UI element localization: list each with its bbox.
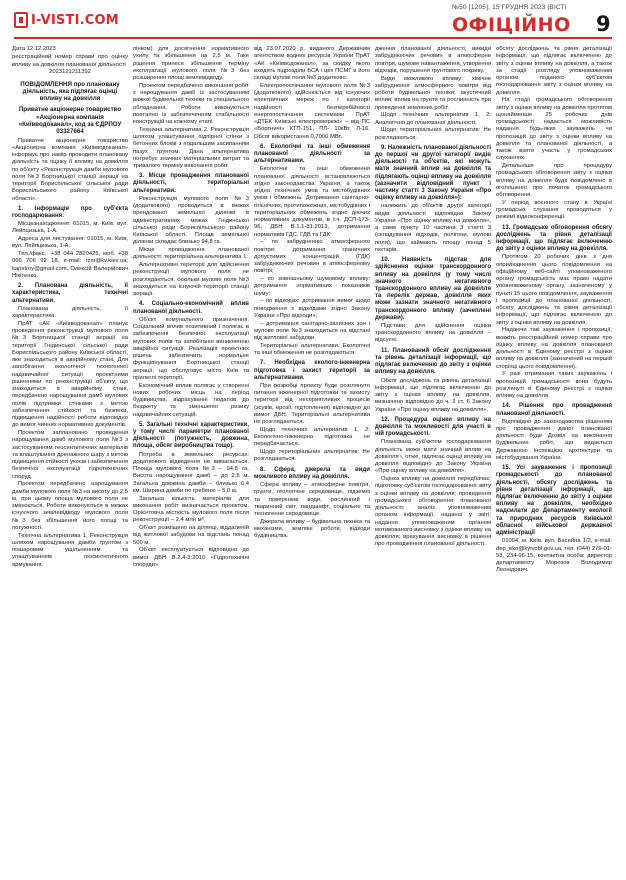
- section-heading-5: 5. Загальні технічні характеристики, у тому числі параметри планованої діяльності (потужність, довжина, площа, обсяг виробництва тощо).: [133, 421, 249, 450]
- paragraph: На стадії громадського обговорення звіту з оцінки впливу на довкілля протягом щонайменше 25 робочих днів громадськості надається можливість надання будь-яких зауважень чи пропозицій до звіту з оцінки впливу на довкілля та планованої діяльності, а також взяти участь у громадських слуханнях.: [496, 97, 612, 162]
- paragraph: дження планованої діяльності, викиди забруднюючих речовин в атмосферне повітря, шумове навантаження, утворення відходів, порушення грунтового покриву.: [375, 46, 491, 74]
- column-4: [375, 46, 491, 874]
- section-heading-10: 10. Наявність підстав для здійснення оцінки транскордонного впливу на довкілля (у тому числі значного негативного транскордонного впливу на довкілля та перелік держав, довкілля яких може зазнати значного негативного транскордонного впливу (зачеплені держави).: [375, 257, 491, 321]
- logo-text: I-VISTI.COM: [31, 12, 119, 28]
- paragraph: Відповідно до законодавства рішенням про провадження даної планованої діяльності буде Дозвіл на виконання будівельних робіт, що видається Державною інспекцією архітектури та містобудування України.: [496, 418, 612, 461]
- paragraph: Об'єкт розміщено на ділянці, віддаленій від житлової забудови на відстань понад 500 м.: [133, 525, 249, 546]
- paragraph: Планована діяльність, її характеристика.: [12, 305, 128, 320]
- paragraph: Проектом заплановано проведення нарощування дамб мулового поля №3 з застосуванням геосинтетичних матеріалів та влаштування дренажного шару з метою підвищення стійкості укосів і забезпечення безпечної експлуатації гідротехнічних споруд.: [12, 430, 128, 480]
- paragraph: Проектом передбачено нарощування дамби мулового поля №3 на висоту до 2,5 м, при цьому площа мулового поля не змінюється. Роботи виконуються в межах існуючого землевідводу мулового поля №3 без збільшення його площі та потужності.: [12, 481, 128, 531]
- paragraph: Загальна кількість матеріалів для виконання робіт визначається проектом. Орієнтовна місткість мулового поля після реконструкції – 2,4 млн м³.: [133, 495, 249, 524]
- section-heading-12: 12. Процедура оцінки впливу на довкілля та можливості для участі в ній громадськості.: [375, 416, 491, 438]
- paragraph: При розробці проекту буде розглянуто питання інженерної підготовки та захисту території від несприятливих процесів (зсувів, ерозії, підтоплення) відповідно до вимог ДБН. Територіальні альтернативи не розглядаються.: [254, 382, 370, 426]
- paragraph: Потреба в земельних ресурсах: додаткового відведення не вимагається. Площа мулового поля №3 – 94,8 га. Висота нарощування дамб – до 2,5 м. Загальна довжина дамби – близько 6,4 км. Ширина дамби по гребеню – 5,0 м.: [133, 451, 249, 494]
- notice-subtitle: Приватне акціонерне товариство «Акціонерна компанія «Київводоканал», код за ЄДРПОУ 03327664: [18, 106, 122, 136]
- section-heading-2: 2. Планована діяльність, її характеристика, технічні альтернативи.: [12, 283, 128, 304]
- paragraph: Місце провадження планованої діяльності: територіальна альтернатива 1.: [133, 247, 249, 261]
- notice-title: ПОВІДОМЛЕННЯ про плановану діяльність, яка підлягає оцінці впливу на довкілля: [20, 80, 120, 103]
- section-heading-1: 1. Інформація про суб'єкта господарювання:: [12, 205, 128, 220]
- section-heading-8: 8. Сфера, джерела та види можливого впливу на довкілля.: [254, 466, 370, 480]
- column-5: [496, 46, 612, 874]
- paragraph: Протягом 20 робочих днів з дня оприлюднення цього повідомлення на офіційному веб-сайті уповноваженого органу громадськість має право надати уповноваженому органу, зазначеному у пункті 15 цього повідомлення, зауваження і пропозиції до планованої діяльності, обсягу досліджень та рівня деталізації інформації, що підлягає включенню до звіту з оцінки впливу на довкілля.: [496, 254, 612, 326]
- notice-intro: реєстраційний номер справи про оцінку впливу на довкілля планованої діяльності: [12, 54, 128, 68]
- paragraph: Економічний вплив полягає у створенні нових робочих місць на період будівництва, відрахуванні податків до бюджету та зменшенні ризику надзвичайних ситуацій.: [133, 382, 249, 418]
- paragraph: Надаючи такі зауваження і пропозиції, вкажіть реєстраційний номер справи про оцінку впливу на довкілля планованої діяльності в Єдиному реєстрі з оцінки впливу на довкілля (зазначений на першій сторінці цього повідомлення).: [496, 327, 612, 370]
- paragraph: Електропостачання мулового поля №3 (додаткового) здійснюється від існуючих електричних мереж по і категорії надійності безперебійності енергопостачання системами ПрАТ «ДТЕК Київські електромережі» – від ПС «Бортничі» КТП-151, ПЛ- 10кВт, Л-16. Обсяг використання 0,7000 МВт.: [254, 82, 370, 140]
- article-columns: [12, 46, 614, 874]
- paragraph: Приватне акціонерне товариство «Акціонерна компанія «Київводоканал» інформує про намір проводити плановану діяльність та оцінку її впливу на довкілля по об'єкту «Реконструкція дамби мулового поля №3 Бортницької станції аерації на території Бориспільської сільської ради Бориспільського району Київської області».: [12, 137, 128, 202]
- section-heading-11: 11. Планований обсяг дослідження та рівень деталізації інформації, що підлягає включенню до звіту з оцінки впливу на довкілля.: [375, 347, 491, 376]
- paragraph: Щодо територіальних альтернатив: Не розглядаються.: [375, 127, 491, 141]
- paragraph: Джерела впливу – будівельна техніка та механізми, земляні роботи, відходи будівництва.: [254, 518, 370, 540]
- paragraph: Оцінка впливу на довкілля передбачає: підготовку суб'єктом господарювання звіту з оцінки впливу на довкілля; проведення громадського обговорення планованої діяльності; аналіз уповноваженим органом інформації, наданої у звіті; надання уповноваженим органом мотивованого висновку з оцінки впливу на довкілля; врахування висновку в рішенні про провадження планованої діяльності.: [375, 476, 491, 548]
- column-3: [254, 46, 370, 874]
- paragraph: Види можливого впливу: хімічне забруднення атмосферного повітря від роботи будівельної техніки; акустичний вплив; вплив на грунти та рослинність при проведенні земляних робіт.: [375, 75, 491, 111]
- paragraph: Територіальні альтернативи. Екологічні та інші обмеження не розглядаються.: [254, 342, 370, 357]
- paragraph: Технічна альтернатива 2. Реконструкція шляхом улаштування підпірної стінки з бетонних блоків з подальшим засипанням пазух грунтом. Дана альтернатива потребує значних матеріальних витрат та тривалого терміну виконання робіт.: [133, 126, 249, 169]
- section-heading-7: 7. Необхідна еколого-інженерна підготовка і захист території за альтернативами.: [254, 360, 370, 381]
- paragraph: Щодо територіальних альтернатив: Не розглядаються.: [254, 449, 370, 463]
- paragraph: Екологічні та інші обмеження планованої діяльності встановлюються згідно законодавства України, а також згідно технічних умов та містобудівних умов і обмежень. Дотримання санітарно-гігієнічних, протипожежних, містобудівних і територіальних обмежень згідно діючих нормативних документів, в т.ч. ДСП-173-96, ДБН В.1.1-31:2013, дотримання нормативів ГДС, ГДВ та ГДК:: [254, 166, 370, 238]
- section-heading-3: 3. Місце провадження планованої діяльності, територіальні альтернативи.: [133, 173, 249, 194]
- paragraph: Альтернативні території для здійснення реконструкції мулового поля не розглядаються, оскільки мулове поле №3 знаходиться на існуючій території станції аерації.: [133, 262, 249, 298]
- paragraph: Проектом передбачено виконання робіт з нарощування дамб із застосуванням важкої будівельної техніки та спеціального обладнання. Роботи виконуються поетапно із забезпеченням стабільності конструкцій на кожному етапі.: [133, 82, 249, 125]
- paragraph: ПрАТ «АК «Київводоканал» планує проведення реконструкції мулового поля №3 Бортницької станції аерації на території Гнідинської сільської ради Бориспільського району Київської області, яке знаходиться в аварійному стані. Для запобігання екологічної техногенної надзвичайної ситуації проектними рішеннями по реконструкції об'єкту, що знаходиться в аварійному стані, передбачено нарощування дамб мулових полів підтримки стінками з метою забезпечення стійкості та безпеки, підвищення надійності роботи відповідно до вимог чинних нормативних документів.: [12, 320, 128, 429]
- paragraph: належить до об'єктів другої категорії видів діяльності відповідно Закону України «Про оцінку впливу на довкілля», а саме пункту 10 частини 3 статті 3 (складування відходів, полігони, мулові поля), що займають площу понад 5 гектарів.: [375, 203, 491, 253]
- page-header: [0, 0, 626, 38]
- page-number: 9: [596, 12, 611, 36]
- paragraph: У разі отримання таких зауважень і пропозицій громадськості вони будуть розглянуті в Єдиному реєстрі з оцінки впливу на довкілля.: [496, 371, 612, 400]
- paragraph: 01004, м. Київ, вул. Басейна 1/2, e-mail: dep_eko@kyivobl.gov.ua, тел. (044) 279-01-53, 234-96-15, контактна особа: директор департаменту Морозов Володимир Леонідович.: [496, 538, 612, 574]
- paragraph: Підстави для здійснення оцінки транскордонного впливу на довкілля – відсутні.: [375, 322, 491, 344]
- paragraph: Щодо технічних альтернатив 1, 2: Екологічно-інженерна підготовка не передбачається.: [254, 426, 370, 448]
- section-heading-13: 13. Громадське обговорення обсягу досліджень та рівня деталізації інформації, що підлягає включенню до звіту з оцінки впливу на довкілля.: [496, 224, 612, 253]
- list-item: – по забрудненню атмосферного повітря: дотримання граничних допустимих концентрацій (ГДК) забруднюючих речовин в атмосферному повітрі;: [254, 239, 370, 275]
- column-1: [12, 46, 128, 874]
- notice-date: Дата 12.12.2023: [12, 46, 56, 52]
- logo-icon: [14, 12, 28, 28]
- paragraph: У період воєнного стану в Україні громадські слухання проводяться у режимі відеоконференції.: [496, 199, 612, 221]
- section-heading-6: 6. Екологічні та інші обмеження планованої діяльності за альтернативами.: [254, 143, 370, 165]
- issue-info: №50 [1205], 15 ГРУДНЯ 2023 |ВІСТІ: [452, 4, 567, 11]
- paragraph: Реконструкція мулового поля №3 (додаткового) проводиться в межах орендованої земельної ділянки в адміністративних межах Гнідинської сільської ради Бориспільського району Київської області. Площа земельної ділянки складає близько 94,8 га.: [133, 195, 249, 246]
- section-heading-15: 15. Усі зауваження і пропозиції громадськості до планованої діяльності, обсягу досліджень та рівня деталізації інформації, що підлягає включенню до звіту з оцінки впливу на довкілля, необхідно надсилати до Департаменту екології та природних ресурсів Київської обласної військової державної адміністрації: [496, 465, 612, 537]
- paragraph: Об'єкт експлуатується відповідно до вимог ДБН В.2.4-3:2010 «Гідротехнічні споруди».: [133, 547, 249, 568]
- paragraph: Технічна альтернатива 1. Реконструкція шляхом нарощування дамби грунтом з пошаровим ущільненням та улаштуванням геосинтетичного армування.: [12, 532, 128, 568]
- column-2: [133, 46, 249, 874]
- section-heading-14: 14. Рішення про провадження планованої діяльності.: [496, 403, 612, 417]
- paragraph: Детальніше про процедуру громадського обговорення звіту з оцінки впливу на довкілля буде повідомлено в оголошенні про початок громадського обговорення.: [496, 163, 612, 198]
- paragraph: Щодо технічних альтернатив 1, 2: Аналогічно до планованої діяльності.: [375, 112, 491, 126]
- site-logo[interactable]: [14, 10, 119, 30]
- paragraph: Об'єкт комунального призначення. Соціальний вплив позитивний і полягає в забезпеченні безпечної експлуатації мулових полів та запобіганні виникненню аварійної ситуації. Реалізація проектних рішень забезпечить нормальне функціонування Бортницької станції аерації, що обслуговує місто Київ та прилеглі території.: [133, 316, 249, 381]
- paragraph: від 23.07.2020 р. виданого Державним агентством водних ресурсів України ПрАТ «АК «Київводоканал», за скидку якого входять підрозділи БСА і цех ПСМГ в його складі мулові поля №3 додатково.: [254, 46, 370, 81]
- paragraph: Планована суб'єктом господарювання діяльність може мати значний вплив на довкілля і, отже, підлягає оцінці впливу на довкілля відповідно до Закону України «Про оцінку впливу на довкілля».: [375, 439, 491, 475]
- paragraph: обсягу досліджень та рівня деталізації інформації, що підлягає включенню до звіту з оцінки впливу на довкілля, а також за стадії розгляду уповноваженим органом поданого суб'єктом господарювання звіту з оцінки впливу на довкілля.: [496, 46, 612, 96]
- list-item: – дотримання санітарно-захисних зон і мулове поле №3 знаходиться на відстані від житлової забудови.: [254, 320, 370, 342]
- header-divider: [14, 37, 612, 39]
- section-heading-9: 9. Належність планованої діяльності до першої чи другої категорії видів діяльності та об'єктів, які можуть мати значний вплив на довкілля та підлягають оцінці впливу на довкілля (зазначити відповідний пункт і частину статті 3 Закону України «Про оцінку впливу на довкілля»):: [375, 144, 491, 202]
- list-item: – по відходах: дотримання вимог щодо поводження з відходами згідно Закону України «Про відходи»;: [254, 298, 370, 319]
- paragraph: Обсяг досліджень та рівень деталізації інформації, що підлягає включенню до звіту з оцінки впливу на довкілля, визначено відповідно до ч. 2 ст. 6 Закону України «Про оцінку впливу на довкілля».: [375, 377, 491, 413]
- paragraph: Місцезнаходження: 01015, м. Київ, вул. Лейпцизька, 1-А.: [12, 221, 128, 235]
- section-heading-4: 4. Соціально-економічний вплив планованої діяльності.: [133, 301, 249, 315]
- registration-number: 2023121211392: [49, 69, 91, 76]
- paragraph: Сфера впливу – атмосферне повітря, грунти, геологічне середовище, підземні та поверхневі води, рослинний і тваринний світ, ландшафт, соціальне та техногенне середовище.: [254, 482, 370, 518]
- paragraph: пінком) для досягнення нормативного ухилу та збільшення на 2,5 м. Таке рішення принесе збільшення терміну експлуатації мулового поля №3 без розширення площі землевідводу.: [133, 46, 249, 81]
- paragraph: Тел./факс.: +38 044 2820425, моб. +38 066 706 92 18, e-mail: rzm@kv.kiev.ua; kapstroy@gmail.com, Олексій Валерійович Нікітенко.: [12, 251, 128, 279]
- paragraph: Адреса для листування: 01015, м. Київ, вул. Лейпцизька, 1-А.: [12, 236, 128, 250]
- section-title: ОФІЦІЙНО: [452, 14, 571, 36]
- list-item: – по зовнішньому шумовому впливу: дотримання нормативних показників шуму;: [254, 276, 370, 297]
